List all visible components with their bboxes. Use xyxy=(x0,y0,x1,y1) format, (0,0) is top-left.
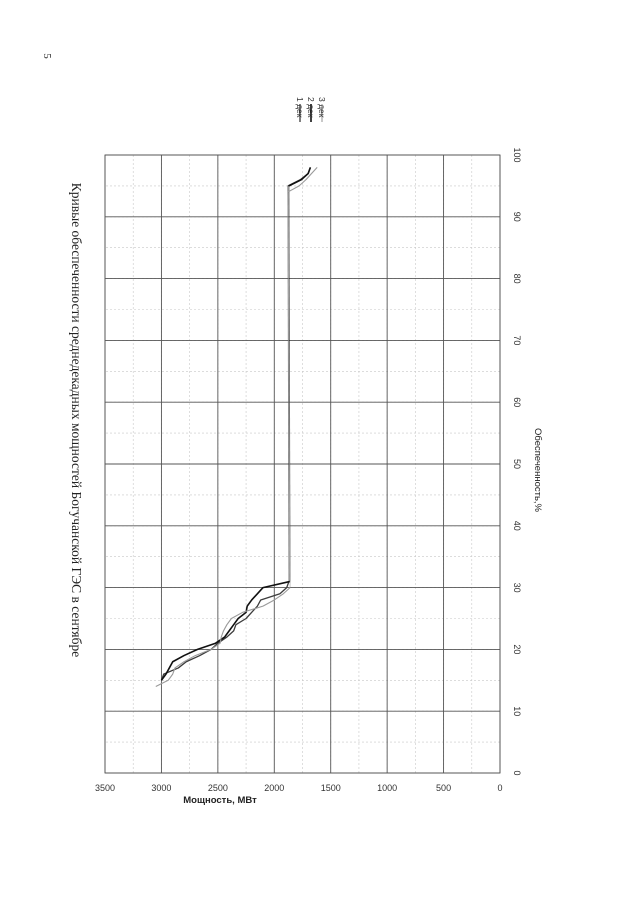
legend-label: 1 дек xyxy=(295,97,305,118)
x-tick-label: 50 xyxy=(512,458,522,470)
y-tick-label: 2500 xyxy=(207,783,228,793)
series-lines xyxy=(156,167,317,686)
y-tick-label: 1500 xyxy=(320,783,341,793)
y-tick-label: 3000 xyxy=(151,783,172,793)
x-tick-label: 40 xyxy=(512,520,522,531)
legend-label: 3 дек xyxy=(317,97,327,118)
page-number: 5 xyxy=(40,53,53,59)
legend xyxy=(295,97,327,122)
y-tick-labels xyxy=(95,783,503,793)
x-tick-label: 90 xyxy=(512,211,522,222)
y-tick-label: 2000 xyxy=(264,783,285,793)
x-tick-label: 20 xyxy=(512,644,522,655)
x-tick-label: 80 xyxy=(512,273,522,284)
y-tick-label: 3500 xyxy=(94,783,116,793)
y-tick-label: 1000 xyxy=(377,783,398,793)
x-tick-label: 70 xyxy=(512,335,522,346)
x-tick-label: 30 xyxy=(512,582,522,593)
x-tick-labels xyxy=(512,147,522,775)
chart-title: Кривые обеспеченности среднедекадных мощностей Богучанской ГЭС в сентябре xyxy=(69,182,84,658)
x-tick-label: 0 xyxy=(512,770,522,776)
series-line-1 xyxy=(288,167,311,186)
y-tick-label: 500 xyxy=(436,783,452,793)
series-line-1 xyxy=(161,581,289,680)
x-tick-label: 10 xyxy=(512,706,522,717)
y-tick-label: 0 xyxy=(497,783,503,793)
x-axis-label: Обеспеченность,% xyxy=(532,427,543,513)
series-line-3 xyxy=(156,588,290,687)
y-axis-label: Мощность, МВт xyxy=(183,795,257,806)
x-tick-label: 60 xyxy=(512,397,522,408)
legend-label: 2 дек xyxy=(306,97,316,118)
x-tick-label: 100 xyxy=(512,147,522,163)
